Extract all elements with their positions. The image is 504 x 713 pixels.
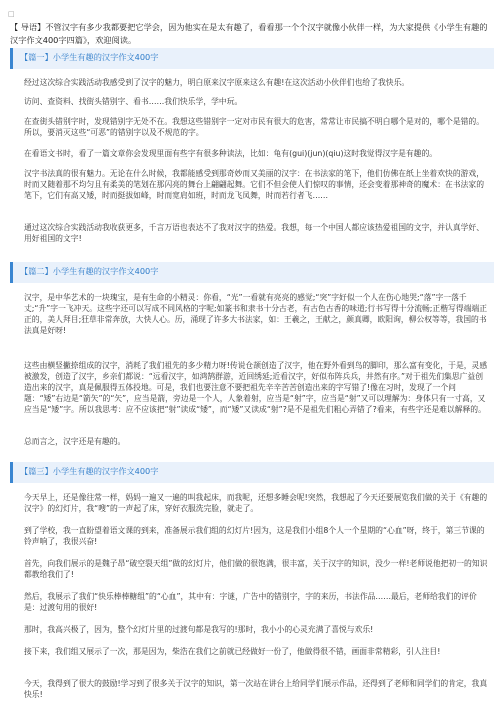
s3-paragraph-5: 那时，我高兴极了，因为，整个幻灯片里的过渡句都是我写的!那时，我小小的心灵充满了喜悦与欢乐! [24,625,374,634]
section-title-3: 【篇三】小学生有趣的汉字作文400字 [20,466,159,476]
s3-paragraph-4: 然后，我展示了我们“快乐棒棒糖组”的“心血”，其中有：字谜，广告中的错别字，字的来历，书法作品……最后，老师给我们的评价是：过渡句用的很好! [24,592,477,612]
s2-paragraph-2: 这些由横竖撇捺组成的汉字，消耗了我们祖先的多少精力呀!传说仓颉创造了汉字，他在野外看到鸟的脚印，那么富有变化，于是，灵感被激发，创造了汉字，乡亲们都说：“远看汉字，如鸿鹄群游，近回绣延;近看汉字，好似布阵兵兵，井然有序。”对于祖先们集思广益创造出来的汉字，真是佩服得五体投地。可是，我们也要注意不要把祖先辛辛苦苦创造出来的字写错了!像在习时，发现了一个问题：“矮”右边是“箭矢”的“矢”，应当是箭，旁边是一个人，人象着射，应当是“射”字，应当是“射”又可以理解为：身体只有一寸高，又应当是“矮”字。所以我思考：应不应该把“射”读成“矮”，而“矮”又读成“射”?是不是祖先们粗心弄错了?看来，有些字还是难以解释的。 [24,361,488,414]
section-header-2 [10,262,494,283]
section-header-1 [10,48,494,69]
section-header-3 [10,462,494,483]
s2-paragraph-3: 总而言之，汉字还是有趣的。 [24,437,126,446]
s1-paragraph-2: 访问、查资料、找街头错别字、看书……我们快乐学，学中玩。 [24,97,243,106]
s1-paragraph-6: 通过这次综合实践活动我收获更多，千言万语也表达不了我对汉字的热爱。我想，每一个中国人都应该热爱祖国的文字，并认真学好、用好祖国的文字! [24,223,485,243]
s1-paragraph-5: 汉字书法真的很有魅力。无论在什么时候，我都能感受到那奇妙而又美丽的汉字：在书法家的笔下，他们仿佛在纸上坐着欢快的游戏，时而又随着那不均匀且有柔美的笔划在那闪亮的舞台上翩翩起舞。它们不但会使人们惊叹的事情，还会变着那神奇的魔术：在书法家的笔下，它们有高又矮，时而挺拔如峰，时而宽肩如班，时而龙飞凤舞，时而若行者飞…… [24,169,485,200]
s1-paragraph-1: 经过这次综合实践活动我感受到了汉字的魅力，明白原来汉字原来这么有趣!在这次活动小伙伴们也给了我快乐。 [24,78,410,87]
s1-paragraph-4: 在看语文书时，看了一篇文章你会发现里面有些字有很多种读法，比如：龟有(gui)(jun)(qiu)这时我觉得汉字是有趣的。 [24,149,438,158]
guide-text: 【 导语】不管汉字有多少我都要把它学会，因为他实在是太有趣了，看看那一个个汉字就像小伙伴一样，为大家提供《小学生有趣的汉字作文400字四篇》，欢迎阅读。 [10,22,488,45]
section-title-2: 【篇二】小学生有趣的汉字作文400字 [20,266,159,276]
top-mark: □ [8,10,15,18]
s3-paragraph-3: 首先，向我们展示的是魏子昂“破空裂天组”做的幻灯片，他们做的很饱满，很丰富，关于汉字的知识，没少一样!老师说他把初一的知识都教给我们了! [24,559,488,579]
s3-paragraph-7: 今天，我得到了很大的鼓励!学习到了很多关于汉字的知识，第一次站在讲台上给同学们展示作品，还得到了老师和同学们的肯定，我真快乐! [24,679,488,699]
s3-paragraph-1: 今天早上，还是像往常一样，妈妈一遍又一遍的叫我起床，而我呢，还想多睡会呢!突然，我想起了今天还要展览我们做的关于《有趣的汉字》的幻灯片，我“嗖”的一声起了床，穿好衣服洗完脸，就走了。 [24,493,488,513]
s2-paragraph-1: 汉字，是中华艺术的一块瑰宝，是有生命的小精灵：你看，“光”一看就有亮亮的感觉;“突”字好似一个人在伤心地哭;“落”字一落千丈;“升”字一飞冲天。这些字还可以写成不同风格的字呢;如篆书和隶书十分古老，有古色古香的味道;行书写得十分流畅;正楷写得端端正正的，美人拜目;狂草非常奔放，大快人心。历，涌现了许多大书法家，如：王羲之，王献之，颜真卿，欧阳询，柳公权等等，我国的书法真是好呀! [24,293,488,335]
s3-paragraph-6: 接下来，我们组又展示了一次，那是因为，柴浩在我们之前就已经做好一份了，他做得很不错，画面非常精彩，引人注目! [24,647,441,656]
section-title-1: 【篇一】小学生有趣的汉字作文400字 [20,52,159,62]
s1-paragraph-3: 在查街头错别字时，发现错别字无处不在。我想这些错别字一定对市民有很大的危害，常常让市民搞不明白哪个是对的，哪个是错的。所以，要消灭这些“可恶”的错别字以及不规范的字。 [24,117,485,137]
s3-paragraph-2: 到了学校，我一直盼望着语文课的到来，准备展示我们组的幻灯片!因为，这是我们小组8个人一个星期的“心血”呀，终于，第三节课的铃声响了，我很兴奋! [24,526,485,546]
